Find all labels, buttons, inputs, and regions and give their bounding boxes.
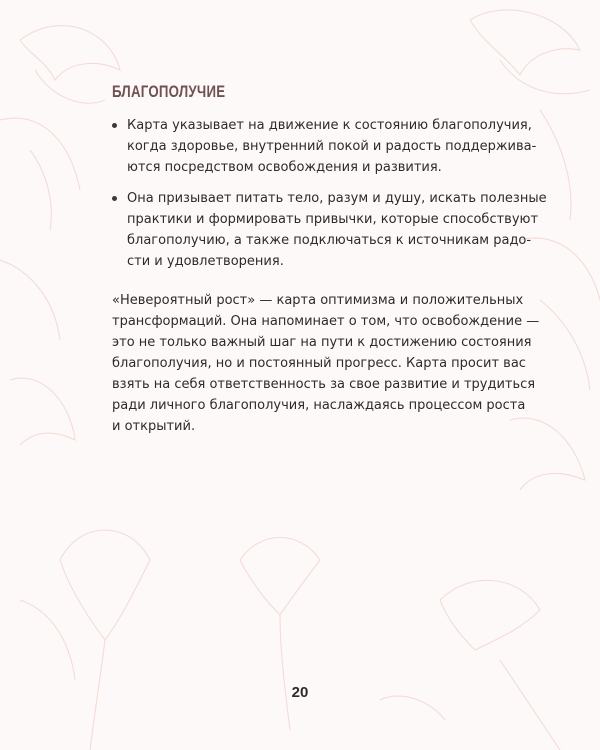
text-line: Карта указывает на движение к состоянию благополучия, xyxy=(127,118,532,133)
bullet-item xyxy=(112,115,537,178)
text-line: трансформаций. Она напоминает о том, что освобождение — xyxy=(112,314,540,329)
text-line: и открытий. xyxy=(112,419,196,434)
bullet-dot-icon xyxy=(112,196,117,201)
body-paragraph xyxy=(112,290,540,437)
text-line: ются посредством освобождения и развития. xyxy=(127,160,442,175)
bullet-dot-icon xyxy=(112,123,117,128)
text-line: благополучию, а также подключаться к источникам радо- xyxy=(127,233,532,248)
text-line: когда здоровье, внутренний покой и радость поддержива- xyxy=(127,139,537,154)
bullet-list xyxy=(112,115,547,282)
text-line: «Невероятный рост» — карта оптимизма и положительных xyxy=(112,293,524,308)
section-heading: БЛАГОПОЛУЧИЕ xyxy=(112,82,226,101)
text-line: практики и формировать привычки, которые способствуют xyxy=(127,212,539,227)
bullet-item xyxy=(112,188,547,272)
page-number: 20 xyxy=(291,684,309,701)
text-line: взять на себя ответственность за свое развитие и трудиться xyxy=(112,377,536,392)
text-line: благополучия, но и постоянный прогресс. Карта просит вас xyxy=(112,356,526,371)
text-line: Она призывает питать тело, разум и душу, искать полезные xyxy=(127,191,547,206)
text-line: это не только важный шаг на пути к достижению состояния xyxy=(112,335,532,350)
text-line: сти и удовлетворения. xyxy=(127,254,284,269)
text-line: ради личного благополучия, наслаждаясь процессом роста xyxy=(112,398,526,413)
